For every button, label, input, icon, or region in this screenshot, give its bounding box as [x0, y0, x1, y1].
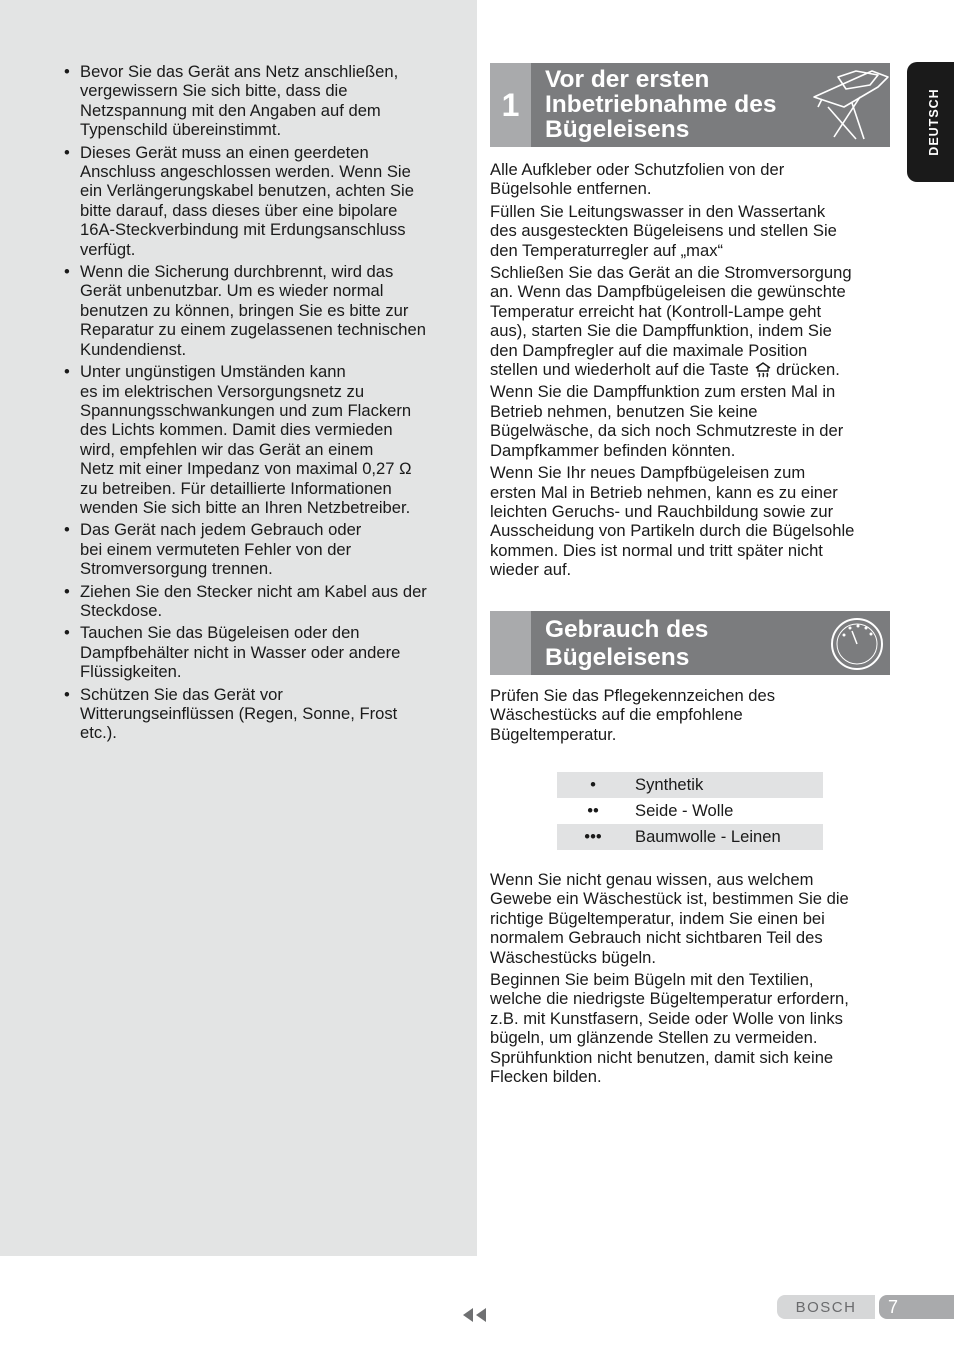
list-item: • Schützen Sie das Gerät vor Witterungseinflüssen (Regen, Sonne, Frost etc.).: [62, 685, 464, 743]
list-item: • Tauchen Sie das Bügeleisen oder den Dampfbehälter nicht in Wasser oder andere Flüssigkeiten.: [62, 623, 464, 681]
temperature-dots: •: [590, 775, 596, 794]
paragraph: Füllen Sie Leitungswasser in den Wassertank des ausgesteckten Bügeleisens und stellen Sie den Temperaturregler auf „max“: [490, 201, 837, 260]
paragraph: Alle Aufkleber oder Schutzfolien von der Bügelsohle entfernen.: [490, 160, 785, 199]
list-item: • Wenn die Sicherung durchbrennt, wird das Gerät unbenutzbar. Um es wieder normal benutzen zu können, bringen Sie es bitte zur Reparatur zu einem zugelassenen technischen Kundendienst.: [62, 262, 464, 359]
section-2-title: Gebrauch des Bügeleisens: [545, 616, 709, 671]
list-item: • Das Gerät nach jedem Gebrauch oder bei einem vermuteten Fehler von der Stromversorgung trennen.: [62, 520, 464, 578]
section-2-body: [490, 870, 892, 1089]
language-tab: [907, 62, 954, 182]
steam-shot-icon: [754, 360, 772, 378]
table-row: [557, 798, 823, 824]
table-row: [557, 772, 823, 798]
list-item: • Unter ungünstigen Umständen kann es im elektrischen Versorgungsnetz zu Spannungsschwankungen und zum Flackern des Lichts kommen. Damit dies vermieden wird, empfehlen wir das Gerät an einem Netz mit einer Impedanz von maximal 0,27 Ω zu betreiben. Für detaillierte Informationen wenden Sie sich bitte an Ihren Netzbetreiber.: [62, 362, 464, 517]
section-2-header: [490, 611, 890, 675]
section-1-header: [490, 63, 890, 147]
temperature-dial-icon: [830, 617, 884, 671]
temperature-dots: ••: [587, 801, 599, 820]
arrow-left-icon: [476, 1308, 486, 1322]
page-number: 7: [879, 1295, 954, 1319]
safety-bullet-list: [62, 62, 464, 746]
temperature-table: [557, 772, 823, 850]
list-item: • Bevor Sie das Gerät ans Netz anschließen, vergewissern Sie sich bitte, dass die Netzspannung mit den Angaben auf dem Typenschild übereinstimmt.: [62, 62, 464, 140]
paragraph: Beginnen Sie beim Bügeln mit den Textilien, welche die niedrigste Bügeltemperatur erfordern, z.B. mit Kunstfasern, Seide oder Wolle von links bügeln, um glänzende Stellen zu vermeiden. Sprühfunktion nicht benutzen, damit sich keine Flecken bilden.: [490, 970, 849, 1087]
paragraph: Prüfen Sie das Pflegekennzeichen des Wäschestücks auf die empfohlene Bügeltemperatur.: [490, 686, 776, 744]
brand-label: BOSCH: [777, 1295, 875, 1319]
section-1-title: Vor der ersten Inbetriebnahme des Bügeleisens: [545, 66, 777, 143]
fabric-label: Baumwolle - Leinen: [635, 827, 781, 846]
fabric-label: Synthetik: [635, 775, 704, 794]
list-item: • Dieses Gerät muss an einen geerdeten Anschluss angeschlossen werden. Wenn Sie ein Verlängerungskabel benutzen, achten Sie bitte darauf, dass dieses über eine bipolare 16A-Steckverbindung mit Erdungsanschluss verfügt.: [62, 143, 464, 259]
arrow-left-icon: [463, 1308, 473, 1322]
language-tab-label: DEUTSCH: [927, 88, 941, 156]
paragraph: Wenn Sie nicht genau wissen, aus welchem Gewebe ein Wäschestück ist, bestimmen Sie die richtige Bügeltemperatur, indem Sie einen bei normalem Gebrauch nicht sichtbaren Teil des Wäschestücks bügeln.: [490, 870, 849, 967]
table-row: [557, 824, 823, 850]
section-1-body: [490, 160, 892, 583]
section-number: 1: [490, 63, 531, 147]
paragraph: [490, 263, 892, 379]
list-item: • Ziehen Sie den Stecker nicht am Kabel aus der Steckdose.: [62, 582, 464, 621]
paragraph-text: drücken.: [771, 360, 840, 380]
fabric-label: Seide - Wolle: [635, 801, 734, 820]
paragraph-text: Schließen Sie das Gerät an die Stromversorgung an. Wenn das Dampfbügeleisen die gewünschte Temperatur erreicht hat (Kontroll-Lampe geht aus), starten Sie die Dampffunktion, indem Sie den Dampfregler auf die maximale Position stellen und wiederholt auf die Taste: [490, 263, 852, 380]
paragraph: Wenn Sie die Dampffunktion zum ersten Mal in Betrieb nehmen, benutzen Sie keine Bügelwäsche, da sich noch Schmutzreste in der Dampfkammer befinden könnten.: [490, 382, 844, 460]
back-arrows-icon[interactable]: [463, 1308, 486, 1322]
paragraph: Wenn Sie Ihr neues Dampfbügeleisen zum ersten Mal in Betrieb nehmen, kann es zu einer leichten Geruchs- und Rauchbildung sowie zur Ausscheidung von Partikeln durch die Bügelsohle kommen. Dies ist normal und tritt später nicht wieder auf.: [490, 463, 855, 580]
section-number-box: [490, 611, 531, 675]
temperature-dots: •••: [584, 827, 602, 846]
iron-on-board-icon: [808, 67, 890, 143]
section-2-intro: [490, 686, 892, 747]
